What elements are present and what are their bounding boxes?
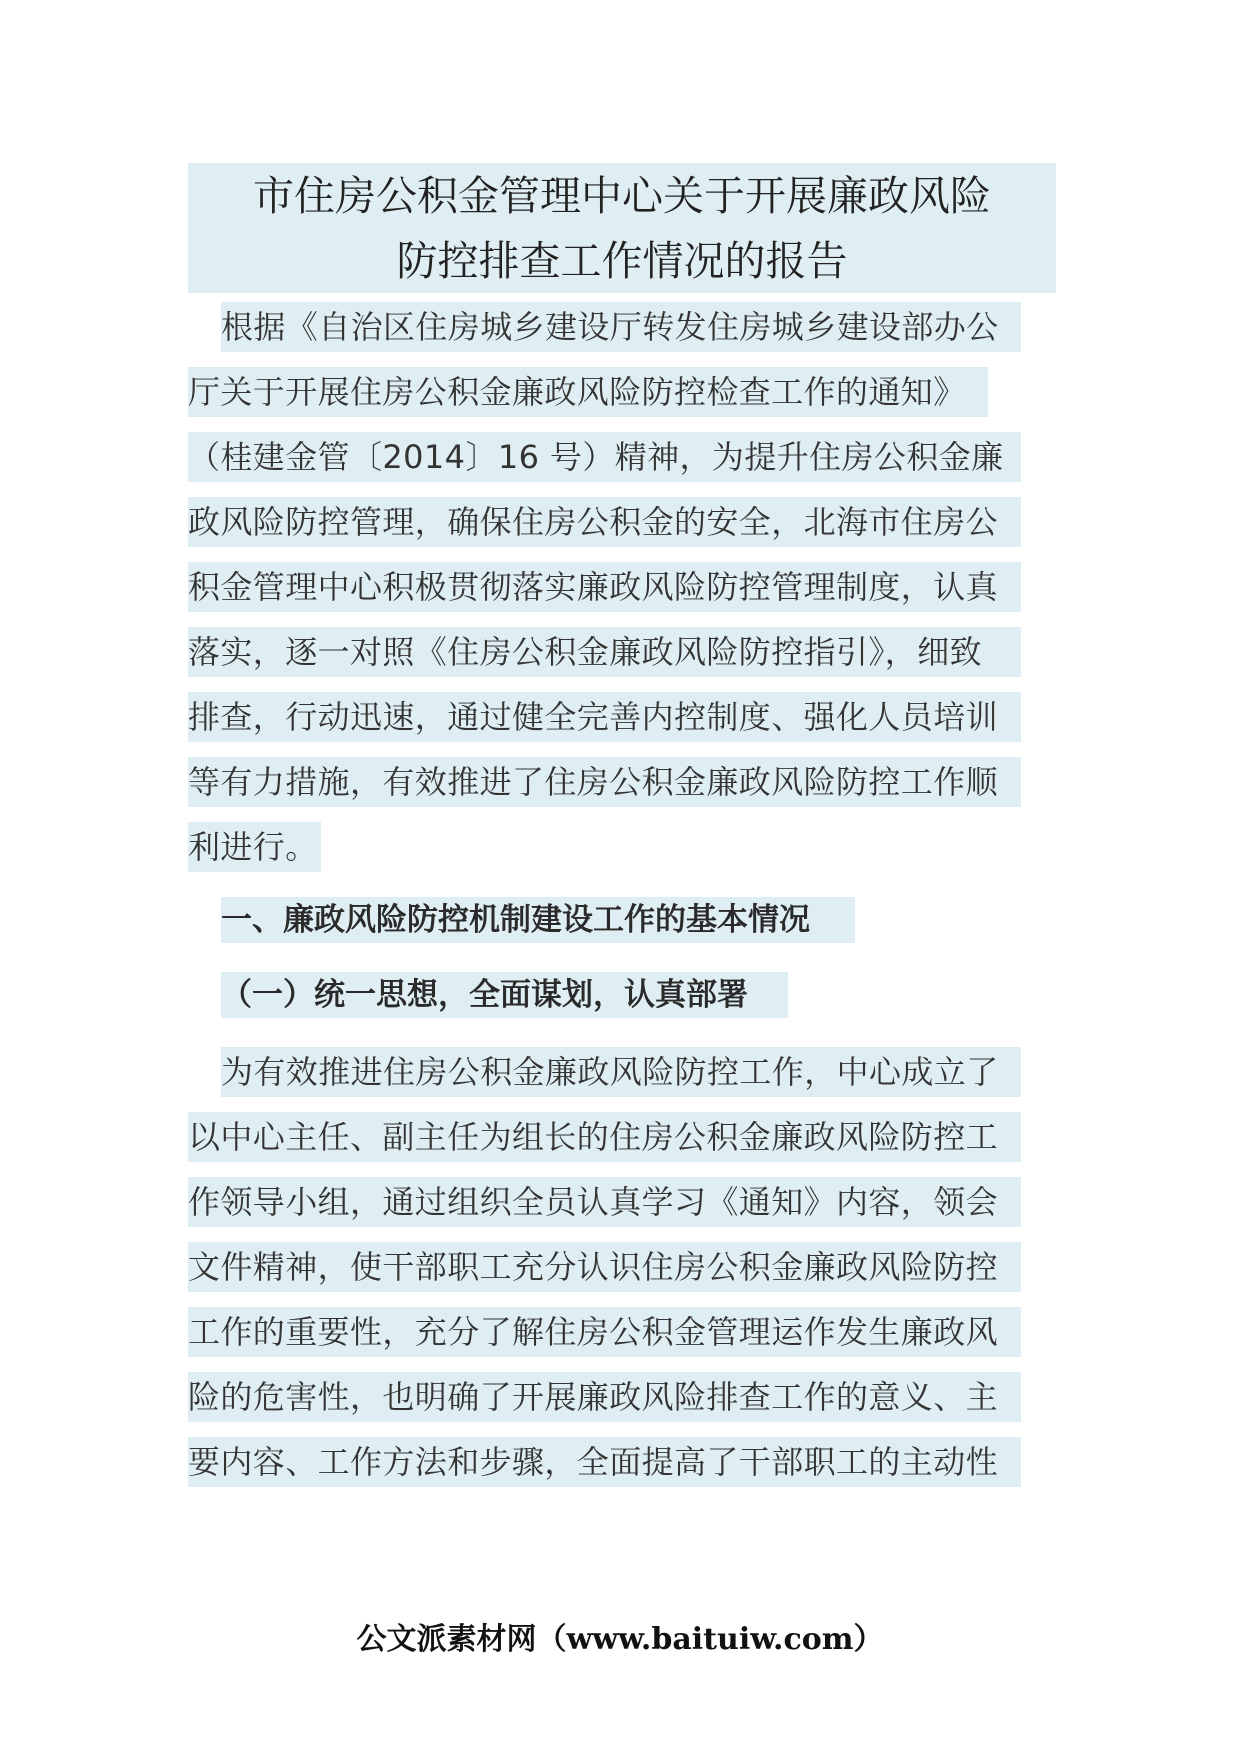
paragraph-1-line: 落实，逐一对照《住房公积金廉政风险防控指引》，细致 <box>188 627 1021 677</box>
paragraph-1-line: 等有力措施，有效推进了住房公积金廉政风险防控工作顺 <box>188 757 1021 807</box>
paragraph-1-line: 利进行。 <box>188 822 321 872</box>
paragraph-2-line: 工作的重要性，充分了解住房公积金管理运作发生廉政风 <box>188 1307 1021 1357</box>
paragraph-1-line: 排查，行动迅速，通过健全完善内控制度、强化人员培训 <box>188 692 1021 742</box>
footer-source: 公文派素材网（www.baituiw.com） <box>356 1622 884 1657</box>
paragraph-2-line: 为有效推进住房公积金廉政风险防控工作，中心成立了 <box>221 1047 1021 1097</box>
paragraph-2-line: 险的危害性，也明确了开展廉政风险排查工作的意义、主 <box>188 1372 1021 1422</box>
paragraph-1-line: 厅关于开展住房公积金廉政风险防控检查工作的通知》 <box>188 367 988 417</box>
paragraph-1-line: （桂建金管〔2014〕16 号）精神，为提升住房公积金廉 <box>188 432 1021 482</box>
paragraph-2-line: 以中心主任、副主任为组长的住房公积金廉政风险防控工 <box>188 1112 1021 1162</box>
paragraph-1-line: 根据《自治区住房城乡建设厅转发住房城乡建设部办公 <box>221 302 1021 352</box>
section-heading: 一、廉政风险防控机制建设工作的基本情况 <box>221 897 855 943</box>
paragraph-2-line: 要内容、工作方法和步骤，全面提高了干部职工的主动性 <box>188 1437 1021 1487</box>
paragraph-2-line: 文件精神，使干部职工充分认识住房公积金廉政风险防控 <box>188 1242 1021 1292</box>
subsection-heading: （一）统一思想，全面谋划，认真部署 <box>221 972 788 1018</box>
paragraph-1-line: 积金管理中心积极贯彻落实廉政风险防控管理制度，认真 <box>188 562 1021 612</box>
paragraph-1-line: 政风险防控管理，确保住房公积金的安全，北海市住房公 <box>188 497 1021 547</box>
document-title-line-1: 市住房公积金管理中心关于开展廉政风险 <box>253 172 991 220</box>
document-title-line-2: 防控排查工作情况的报告 <box>396 237 848 285</box>
paragraph-2-line: 作领导小组，通过组织全员认真学习《通知》内容，领会 <box>188 1177 1021 1227</box>
